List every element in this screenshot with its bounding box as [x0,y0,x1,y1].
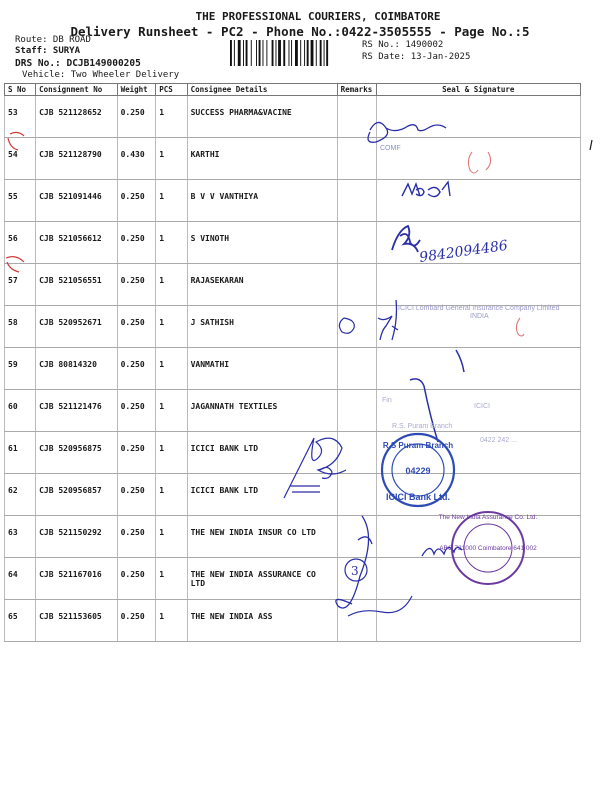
table-row [5,96,581,138]
cell-weight [117,138,156,180]
circled-number-mark: 3 [351,564,359,578]
faded-stamp-text: 0422 242 ... [480,437,517,444]
barcode-bar [238,40,241,66]
table-row [5,474,581,516]
cell-consignee [187,138,337,180]
col-header-pcs: PCS [156,84,187,96]
table-row [5,222,581,264]
route-label: Route: DB ROAD [15,35,91,45]
barcode-bar [256,40,257,66]
runsheet-subtitle: Delivery Runsheet - PC2 - Phone No.:0422-3505555 - Page No.:5 [70,24,530,39]
cell-consignee-value: VANMATHI [190,360,230,369]
cell-sno [5,600,36,642]
barcode [230,40,356,66]
cell-pcs [156,348,187,390]
table-row [5,348,581,390]
cell-sno [5,348,36,390]
cell-consignment-no-value: CJB 521167016 [39,570,102,579]
cell-consignment-no-value: CJB 521128790 [39,150,102,159]
cell-consignment-no-value: CJB 520952671 [39,318,102,327]
cell-consignment-no [36,96,117,138]
barcode-bar [311,40,314,66]
cell-consignee-value: B V V VANTHIYA [190,192,259,201]
cell-seal-signature [376,432,580,474]
table-row [5,516,581,558]
stamp-text: The New India Assurance Co. Ltd. [438,514,538,521]
rs-date: RS Date: 13-Jan-2025 [362,52,471,62]
cell-seal-signature [376,390,580,432]
cell-consignment-no [36,600,117,642]
cell-consignment-no-value: CJB 521150292 [39,528,102,537]
faded-stamp-text: R.S. Puram Branch [392,423,453,430]
barcode-bar [230,40,232,66]
cell-pcs-value: 1 [159,612,165,621]
cell-pcs-value: 1 [159,276,165,285]
cell-consignee [187,600,337,642]
runsheet-table [4,83,581,642]
cell-sno [5,222,36,264]
table-header-row [5,84,581,96]
table-row [5,180,581,222]
cell-weight-value: 0.250 [120,192,145,201]
cell-pcs [156,474,187,516]
cell-remarks [337,432,376,474]
cell-sno [5,264,36,306]
cell-weight-value: 0.250 [120,318,145,327]
cell-consignment-no-value: CJB 521153605 [39,612,102,621]
cell-weight-value: 0.250 [120,402,145,411]
cell-weight [117,348,156,390]
table-row [5,264,581,306]
col-header-weight: Weight [117,84,156,96]
cell-consignee-value: THE NEW INDIA INSUR CO LTD [190,528,316,537]
cell-pcs [156,516,187,558]
cell-consignee [187,558,337,600]
cell-remarks [337,264,376,306]
vehicle-label: Vehicle: Two Wheeler Delivery [22,70,180,80]
cell-remarks [337,180,376,222]
col-header-remarks: Remarks [337,84,376,96]
cell-consignee-value: SUCCESS PHARMA&VACINE [190,108,292,117]
barcode-bar [283,40,285,66]
cell-seal-signature [376,96,580,138]
cell-pcs [156,180,187,222]
cell-weight-value: 0.250 [120,528,145,537]
barcode-bar [289,40,290,66]
cell-sno [5,306,36,348]
cell-consignee-value: ICICI BANK LTD [190,486,259,495]
cell-consignment-no [36,558,117,600]
cell-consignee-value: J SATHISH [190,318,234,327]
cell-consignee [187,96,337,138]
cell-consignment-no [36,348,117,390]
cell-weight-value: 0.250 [120,444,145,453]
cell-sno-value: 53 [8,108,18,117]
cell-sno [5,390,36,432]
cell-consignee [187,432,337,474]
company-title: THE PROFESSIONAL COURIERS, COIMBATORE [195,10,441,23]
stamp-text: 04229 [405,466,431,476]
cell-pcs-value: 1 [159,486,165,495]
cell-consignment-no [36,180,117,222]
cell-sno [5,96,36,138]
cell-weight [117,306,156,348]
cell-weight-value: 0.250 [120,234,145,243]
cell-sno [5,558,36,600]
cell-pcs-value: 1 [159,192,165,201]
cell-consignment-no-value: CJB 520956857 [39,486,102,495]
cell-sno [5,138,36,180]
faded-stamp-text: ICICI Lombard General Insurance Company Limited [398,305,560,312]
barcode-bar [320,40,322,66]
cell-pcs [156,222,187,264]
stamp-text: ABC 721000 Coimbatore 641 002 [439,545,537,552]
cell-sno-value: 59 [8,360,18,369]
cell-sno-value: 61 [8,444,18,453]
cell-pcs-value: 1 [159,444,165,453]
barcode-bar [276,40,277,66]
cell-remarks [337,600,376,642]
cell-pcs [156,600,187,642]
cell-pcs-value: 1 [159,360,165,369]
cell-pcs [156,390,187,432]
cell-weight [117,264,156,306]
barcode-bar [263,40,264,66]
cell-sno-value: 64 [8,570,18,579]
cell-pcs [156,558,187,600]
cell-consignee-value: ICICI BANK LTD [190,444,259,453]
cell-sno-value: 55 [8,192,18,201]
cell-weight [117,390,156,432]
cell-consignment-no [36,432,117,474]
cell-consignment-no [36,264,117,306]
cell-consignment-no [36,390,117,432]
cell-consignee-value: THE NEW INDIA ASS [190,612,273,621]
cell-weight-value: 0.250 [120,276,145,285]
faded-stamp-text: Fin [382,397,392,404]
cell-seal-signature [376,306,580,348]
cell-sno-value: 56 [8,234,18,243]
table-row [5,600,581,642]
cell-seal-signature [376,180,580,222]
barcode-bar [266,40,267,66]
cell-pcs-value: 1 [159,402,165,411]
handwritten-phone: 9842094486 [418,237,509,266]
cell-weight [117,432,156,474]
col-header-consignee: Consignee Details [187,84,337,96]
cell-seal-signature [376,348,580,390]
cell-consignee [187,390,337,432]
barcode-bar [243,40,244,66]
cell-sno-value: 60 [8,402,18,411]
cell-pcs [156,138,187,180]
barcode-bar [295,40,298,66]
cell-weight-value: 0.250 [120,612,145,621]
barcode-bar [326,40,328,66]
cell-remarks [337,390,376,432]
cell-consignment-no [36,474,117,516]
table-row [5,390,581,432]
cell-sno [5,180,36,222]
faded-stamp-text: ICICI [474,403,490,410]
faded-stamp-text: INDIA [470,313,489,320]
cell-pcs-value: 1 [159,150,165,159]
cell-weight [117,474,156,516]
pen-mark [590,140,592,150]
cell-consignee [187,306,337,348]
cell-consignment-no-value: CJB 521056612 [39,234,102,243]
barcode-bar [246,40,248,66]
cell-sno-value: 63 [8,528,18,537]
cell-weight [117,558,156,600]
cell-weight [117,516,156,558]
col-header-seal: Seal & Signature [376,84,580,96]
cell-consignment-no-value: CJB 521091446 [39,192,102,201]
barcode-bar [259,40,261,66]
cell-consignee [187,474,337,516]
cell-remarks [337,558,376,600]
cell-sno-value: 62 [8,486,18,495]
barcode-bar [278,40,281,66]
cell-weight-value: 0.430 [120,150,145,159]
cell-sno-value: 58 [8,318,18,327]
cell-seal-signature [376,474,580,516]
cell-weight [117,600,156,642]
cell-sno [5,432,36,474]
cell-weight [117,222,156,264]
col-header-sno: S No [5,84,36,96]
cell-seal-signature [376,222,580,264]
barcode-bar [300,40,301,66]
cell-sno [5,474,36,516]
cell-pcs-value: 1 [159,570,165,579]
cell-remarks [337,516,376,558]
cell-consignee [187,516,337,558]
barcode-bar [324,40,325,66]
cell-seal-signature [376,138,580,180]
cell-remarks [337,222,376,264]
cell-seal-signature [376,600,580,642]
cell-consignee-value: JAGANNATH TEXTILES [190,402,278,411]
stamp-text: ICICI Bank Ltd. [385,492,451,502]
faded-stamp-text: COMF [380,145,401,152]
table-row [5,432,581,474]
table-row [5,306,581,348]
cell-weight-value: 0.250 [120,108,145,117]
cell-consignee-value: KARTHI [190,150,220,159]
cell-consignment-no [36,306,117,348]
cell-consignee [187,222,337,264]
cell-consignment-no-value: CJB 80814320 [39,360,97,369]
cell-seal-signature [376,264,580,306]
cell-consignment-no [36,222,117,264]
cell-sno-value: 54 [8,150,18,159]
cell-remarks [337,96,376,138]
cell-consignee [187,180,337,222]
cell-remarks [337,306,376,348]
barcode-bar [304,40,305,66]
cell-remarks [337,348,376,390]
cell-pcs [156,432,187,474]
cell-sno-value: 57 [8,276,18,285]
cell-consignee-value: THE NEW INDIA ASSURANCE CO LTD [190,570,316,588]
cell-weight-value: 0.250 [120,360,145,369]
cell-pcs [156,264,187,306]
drs-number: DRS No.: DCJB149000205 [15,58,141,69]
barcode-bar [234,40,235,66]
cell-consignee [187,348,337,390]
cell-pcs-value: 1 [159,318,165,327]
staff-label: Staff: SURYA [15,46,81,56]
cell-weight [117,96,156,138]
cell-remarks [337,138,376,180]
cell-weight-value: 0.250 [120,486,145,495]
cell-pcs [156,96,187,138]
cell-sno-value: 65 [8,612,18,621]
cell-consignee [187,264,337,306]
cell-pcs-value: 1 [159,528,165,537]
cell-pcs-value: 1 [159,108,165,117]
cell-sno [5,516,36,558]
cell-pcs-value: 1 [159,234,165,243]
barcode-bar [291,40,292,66]
cell-consignment-no [36,138,117,180]
cell-consignee-value: RAJASEKARAN [190,276,244,285]
barcode-bar [316,40,317,66]
cell-consignment-no-value: CJB 521121476 [39,402,102,411]
table-row [5,558,581,600]
cell-consignment-no [36,516,117,558]
cell-consignee-value: S VINOTH [190,234,230,243]
rs-number: RS No.: 1490002 [362,40,444,50]
cell-pcs [156,306,187,348]
cell-consignment-no-value: CJB 520956875 [39,444,102,453]
cell-remarks [337,474,376,516]
cell-weight [117,180,156,222]
barcode-bar [272,40,274,66]
stamp-text: R S Puram Branch [382,441,454,450]
cell-consignment-no-value: CJB 521056551 [39,276,102,285]
cell-seal-signature [376,558,580,600]
table-row [5,138,581,180]
cell-weight-value: 0.250 [120,570,145,579]
barcode-bar [251,40,252,66]
cell-seal-signature [376,516,580,558]
barcode-bar [307,40,309,66]
cell-consignment-no-value: CJB 521128652 [39,108,102,117]
col-header-consignment: Consignment No [36,84,117,96]
